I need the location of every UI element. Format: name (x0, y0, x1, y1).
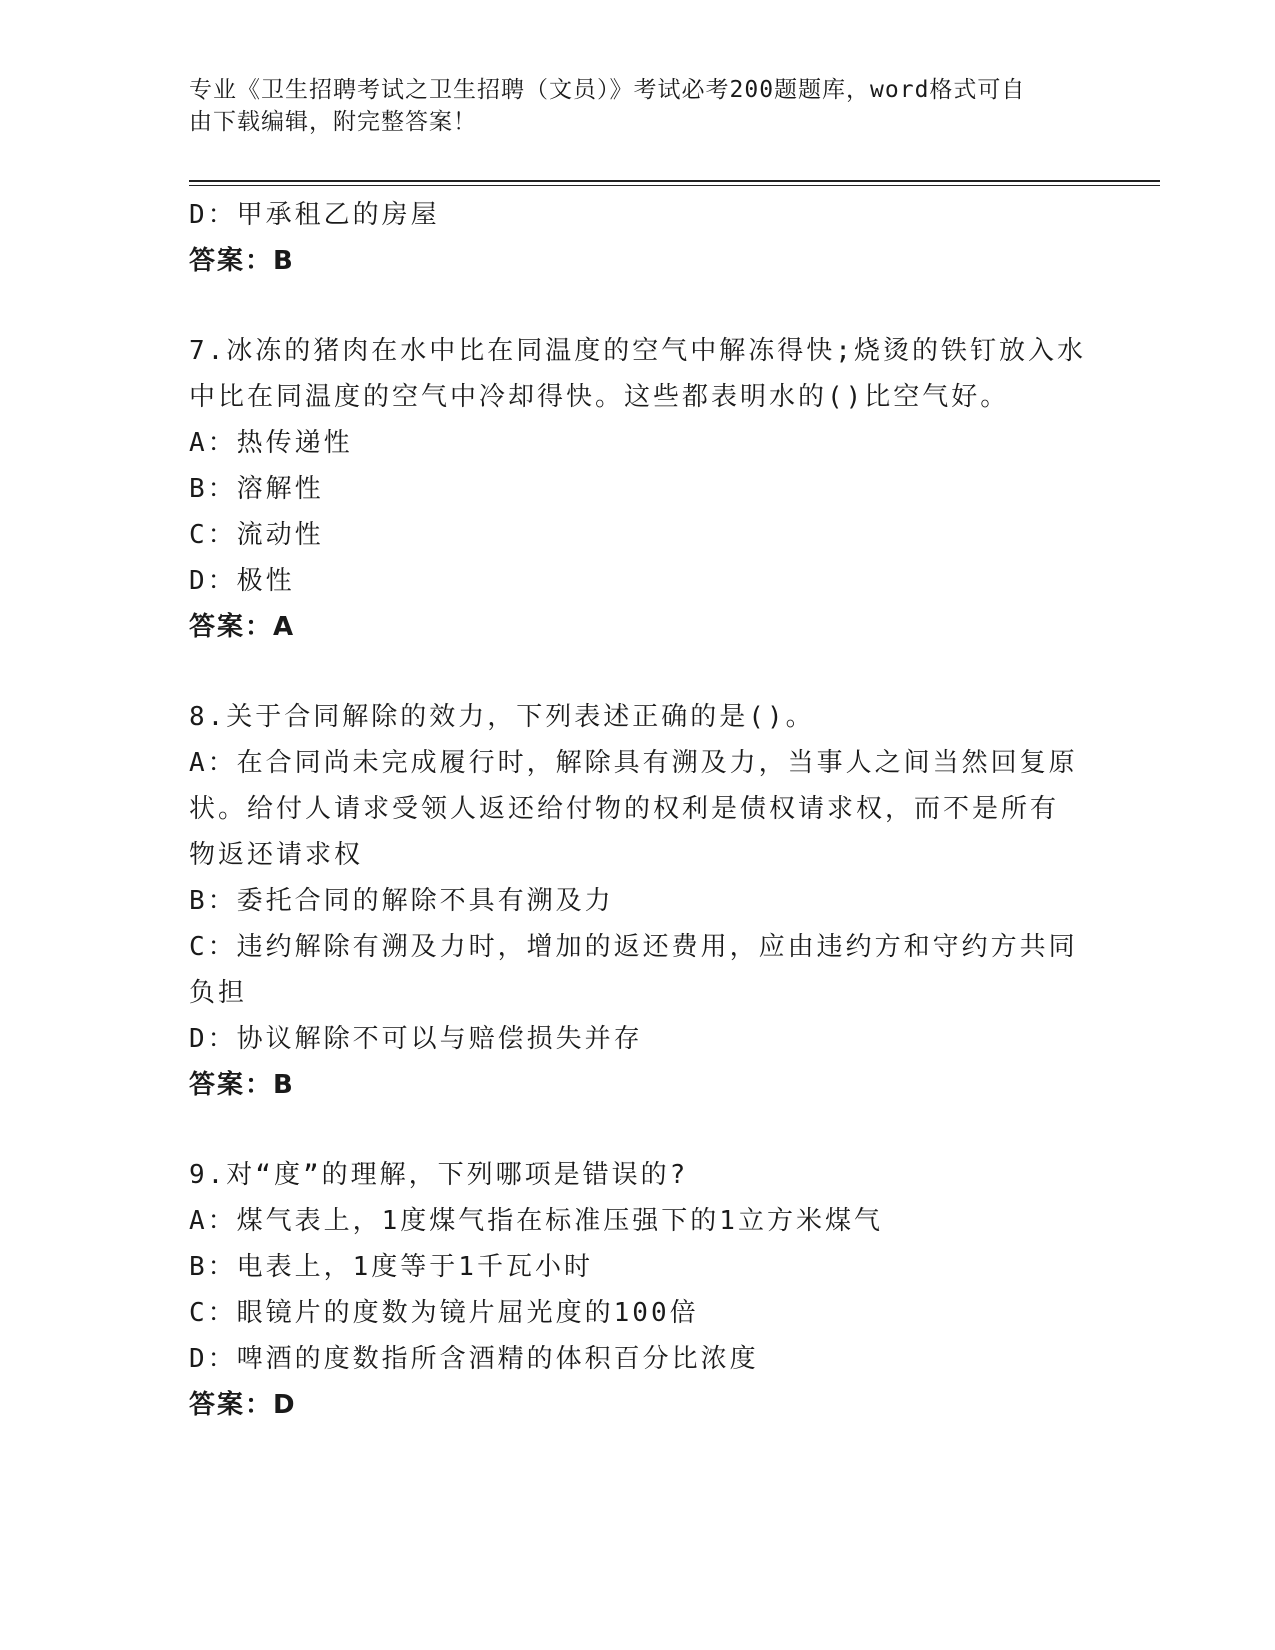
option-b: B：溶解性 (189, 474, 324, 504)
option-a: A：煤气表上，1度煤气指在标准压强下的1立方米煤气 (189, 1206, 883, 1236)
question-list (189, 192, 1089, 1428)
option-b: B：委托合同的解除不具有溯及力 (189, 886, 614, 916)
option-a-line: 状。给付人请求受领人返还给付物的权利是债权请求权，而不是所有 (189, 794, 1060, 824)
document-header (189, 74, 1089, 138)
option-c: C：流动性 (189, 520, 324, 550)
question-8 (189, 694, 1089, 1108)
option-a-line: 物返还请求权 (189, 840, 364, 870)
answer-line: 答案：D (189, 1390, 297, 1420)
question-text-line: 8.关于合同解除的效力，下列表述正确的是()。 (189, 702, 815, 732)
answer-line: 答案：B (189, 246, 295, 276)
option-a-line: A：在合同尚未完成履行时，解除具有溯及力，当事人之间当然回复原 (189, 748, 1078, 778)
option-a: A：热传递性 (189, 428, 353, 458)
option-c-line: C：违约解除有溯及力时，增加的返还费用，应由违约方和守约方共同 (189, 932, 1078, 962)
spacer (189, 284, 1089, 328)
option-d: D：啤酒的度数指所含酒精的体积百分比浓度 (189, 1344, 759, 1374)
option-d: D：极性 (189, 566, 295, 596)
option-d: D：协议解除不可以与赔偿损失并存 (189, 1024, 643, 1054)
header-line-2: 由下载编辑，附完整答案！ (189, 109, 477, 135)
answer-line: 答案：B (189, 1070, 295, 1100)
spacer (189, 650, 1089, 694)
header-divider-thin (189, 185, 1160, 186)
question-6-tail (189, 192, 1089, 284)
answer-line: 答案：A (189, 612, 296, 642)
header-divider-thick (189, 180, 1160, 182)
header-line-1: 专业《卫生招聘考试之卫生招聘（文员）》考试必考200题题库，word格式可自 (189, 77, 1026, 103)
spacer (189, 1108, 1089, 1152)
option-c: C：眼镜片的度数为镜片屈光度的100倍 (189, 1298, 699, 1328)
option-c-line: 负担 (189, 978, 248, 1008)
option-d: D：甲承租乙的房屋 (189, 200, 440, 230)
question-7 (189, 328, 1089, 650)
question-text-line: 9.对“度”的理解，下列哪项是错误的? (189, 1160, 689, 1190)
question-text-line: 中比在同温度的空气中冷却得快。这些都表明水的()比空气好。 (189, 382, 1010, 412)
question-text-line: 7.冰冻的猪肉在水中比在同温度的空气中解冻得快;烧烫的铁钉放入水 (189, 336, 1086, 366)
option-b: B：电表上，1度等于1千瓦小时 (189, 1252, 593, 1282)
question-9 (189, 1152, 1089, 1428)
